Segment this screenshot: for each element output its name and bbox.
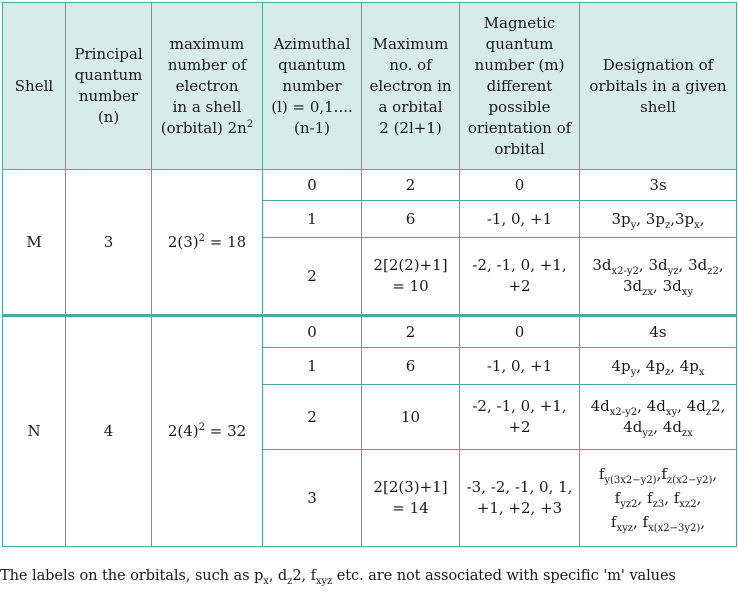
designation-cell: 4s (580, 316, 737, 348)
header-principal: Principal quantum number (n) (66, 3, 152, 170)
designation-cell: $3d_{x2-y2}$, $3d_{yz}$, $3d_{z2}$, $3d_{zx}$, $3d_{xy}$ (580, 238, 737, 316)
table-row (3, 170, 737, 201)
shell-cell: M (3, 170, 66, 316)
footnote: The labels on the orbitals, such as $p_x$, $d_z2$, $f_{xyz}$ etc. are not associated with specific 'm' values (0, 567, 676, 587)
header-row (3, 3, 737, 170)
magnetic-cell: 0 (460, 316, 580, 348)
max-shell-cell: $2(3)^2 = 18$ (152, 170, 263, 316)
max-orbital-cell: 2 (362, 170, 460, 201)
header-magnetic: Magnetic quantum number (m) different possible orientation of orbital (460, 3, 580, 170)
header-designation: Designation of orbitals in a given shell (580, 3, 737, 170)
shell-cell: N (3, 316, 66, 547)
principal-cell: 3 (66, 170, 152, 316)
azimuthal-cell: 1 (263, 201, 362, 238)
magnetic-cell: -3, -2, -1, 0, 1, +1, +2, +3 (460, 450, 580, 547)
max-orbital-cell: 6 (362, 201, 460, 238)
azimuthal-cell: 3 (263, 450, 362, 547)
header-shell: Shell (3, 3, 66, 170)
max-orbital-cell: 2[2(2)+1] = 10 (362, 238, 460, 316)
header-max-shell: maximum number of electron in a shell (orbital) $2n^2$ (152, 3, 263, 170)
magnetic-cell: -1, 0, +1 (460, 348, 580, 385)
magnetic-cell: -2, -1, 0, +1, +2 (460, 238, 580, 316)
designation-cell: $3p_y$, $3p_z,3p_x$, (580, 201, 737, 238)
azimuthal-cell: 2 (263, 238, 362, 316)
designation-cell: $4d_{x2-y2}$, $4d_{xy}$, $4d_z2$, $4d_{yz}$, $4d_{zx}$ (580, 385, 737, 450)
quantum-numbers-table (2, 2, 737, 547)
principal-cell: 4 (66, 316, 152, 547)
designation-cell: $4p_y$, $4p_z$, $4p_x$ (580, 348, 737, 385)
max-orbital-cell: 6 (362, 348, 460, 385)
azimuthal-cell: 0 (263, 170, 362, 201)
azimuthal-cell: 0 (263, 316, 362, 348)
max-orbital-cell: 10 (362, 385, 460, 450)
max-orbital-cell: 2[2(3)+1] = 14 (362, 450, 460, 547)
azimuthal-cell: 1 (263, 348, 362, 385)
header-max-orbital: Maximum no. of electron in a orbital 2 (2l+1) (362, 3, 460, 170)
header-azimuthal: Azimuthal quantum number (l) = 0,1.... (n-1) (263, 3, 362, 170)
max-orbital-cell: 2 (362, 316, 460, 348)
magnetic-cell: -1, 0, +1 (460, 201, 580, 238)
designation-cell: $f_{y(3x2-y2)},f_{z(x2-y2)}$, $f_{yz2}$, $f_{z3}$, $f_{xz2}$, $f_{xyz}$, $f_{x(x2-3y2)}$, (580, 450, 737, 547)
magnetic-cell: 0 (460, 170, 580, 201)
max-shell-cell: $2(4)^2 = 32$ (152, 316, 263, 547)
designation-cell: 3s (580, 170, 737, 201)
azimuthal-cell: 2 (263, 385, 362, 450)
magnetic-cell: -2, -1, 0, +1, +2 (460, 385, 580, 450)
table-row (3, 316, 737, 348)
